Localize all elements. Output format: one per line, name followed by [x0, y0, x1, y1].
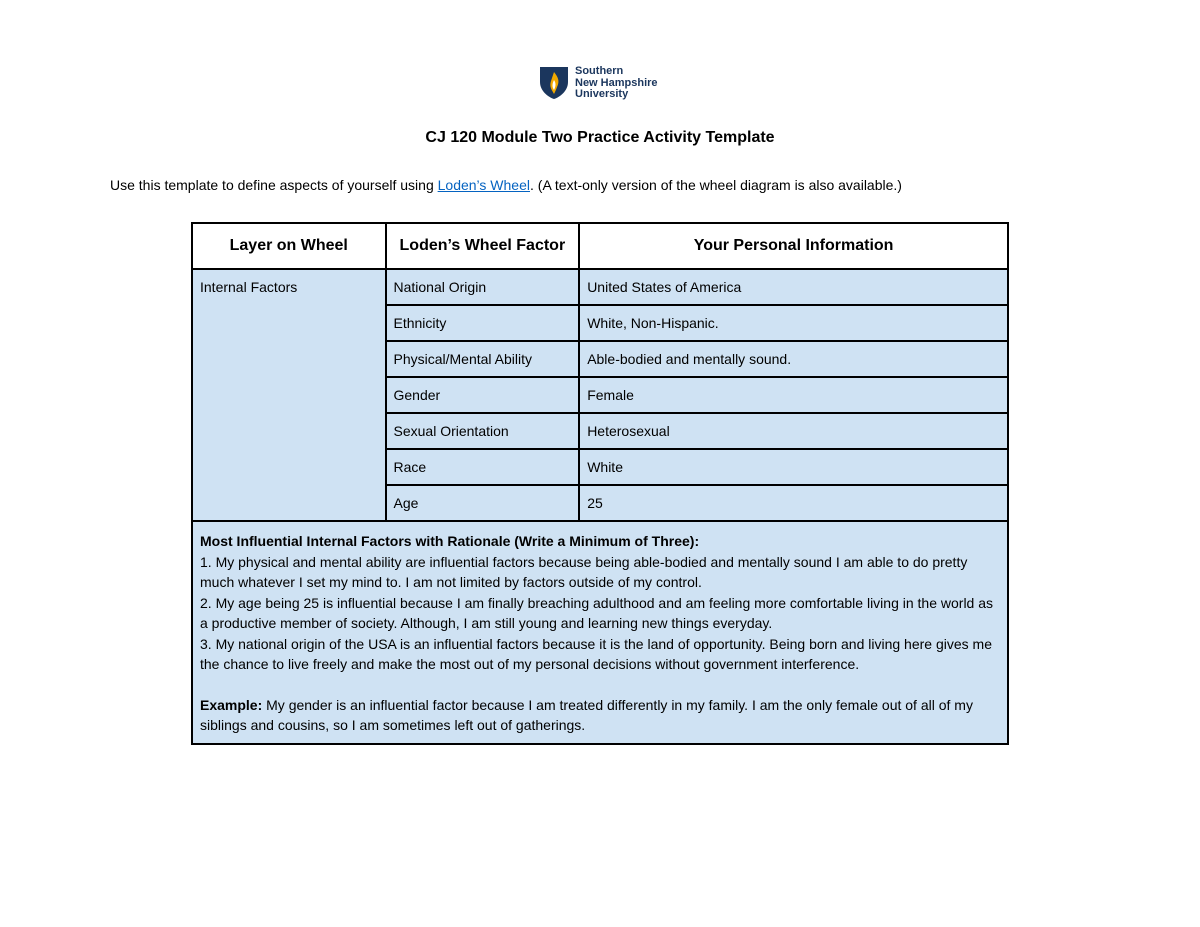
factor-cell: Gender — [386, 377, 580, 413]
example-paragraph — [200, 695, 1000, 736]
intro-text-after: . (A text-only version of the wheel diagram is also available.) — [530, 177, 902, 193]
university-logo — [539, 66, 658, 101]
header-info: Your Personal Information — [579, 223, 1008, 269]
layer-cell: Internal Factors — [192, 269, 386, 521]
lodens-wheel-table — [191, 222, 1009, 745]
paragraph-spacer — [200, 675, 1000, 695]
factor-cell: Race — [386, 449, 580, 485]
rationale-heading: Most Influential Internal Factors with Rationale (Write a Minimum of Three): — [200, 533, 700, 549]
info-cell[interactable]: White, Non-Hispanic. — [579, 305, 1008, 341]
factor-cell: Physical/Mental Ability — [386, 341, 580, 377]
info-cell[interactable]: United States of America — [579, 269, 1008, 305]
info-cell[interactable]: Female — [579, 377, 1008, 413]
table-header-row — [192, 223, 1008, 269]
rationale-item: 1. My physical and mental ability are influential factors because being able-bodied and mentally sound I am able to do pretty much whatever I set my mind to. I am not limited by factors outside of my control. — [200, 553, 968, 590]
info-cell[interactable]: Able-bodied and mentally sound. — [579, 341, 1008, 377]
rationale-item: 2. My age being 25 is influential because I am finally breaching adulthood and am feeling more comfortable living in the world as a productive member of society. Although, I am still young and learning new things everyday. — [200, 594, 994, 631]
intro-paragraph — [110, 177, 902, 193]
document-title: CJ 120 Module Two Practice Activity Template — [425, 129, 775, 146]
info-cell[interactable]: 25 — [579, 485, 1008, 521]
logo-wordmark — [575, 66, 658, 101]
info-cell[interactable]: White — [579, 449, 1008, 485]
factor-cell: National Origin — [386, 269, 580, 305]
rationale-cell[interactable] — [192, 521, 1008, 744]
logo-line-1: Southern — [575, 65, 624, 77]
rationale-row — [192, 521, 1008, 744]
factor-cell: Age — [386, 485, 580, 521]
factor-cell: Ethnicity — [386, 305, 580, 341]
header-layer: Layer on Wheel — [192, 223, 386, 269]
logo-line-3: University — [575, 88, 629, 100]
lodens-wheel-link[interactable]: Loden’s Wheel — [437, 177, 530, 193]
rationale-item: 3. My national origin of the USA is an influential factors because it is the land of opportunity. Being born and living here gives me the chance to live freely and make the most out of my personal decisions without government interference. — [200, 635, 992, 672]
factor-cell: Sexual Orientation — [386, 413, 580, 449]
table-row — [192, 269, 1008, 305]
example-label: Example: — [200, 696, 263, 713]
header-factor: Loden’s Wheel Factor — [386, 223, 580, 269]
logo-line-2: New Hampshire — [575, 76, 658, 89]
info-cell[interactable]: Heterosexual — [579, 413, 1008, 449]
shield-flame-icon — [539, 66, 569, 100]
intro-text-before: Use this template to define aspects of yourself using — [110, 177, 438, 193]
example-text: My gender is an influential factor because I am treated differently in my family. I am the only female out of all of my siblings and cousins, so I am sometimes left out of gatherings. — [200, 696, 973, 733]
